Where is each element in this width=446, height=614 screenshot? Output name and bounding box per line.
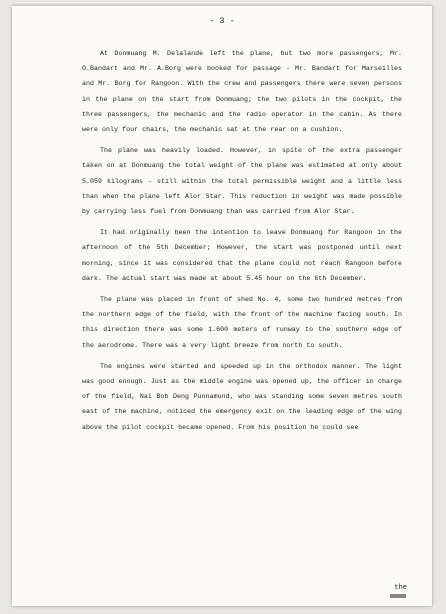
catchword: the [394, 584, 407, 592]
archive-stamp [390, 594, 406, 598]
paragraph-4: The plane was placed in front of shed No. 4, some two hundred metres from the northern edge of the field, with the front of the machine facing south. In this direction there was some 1.600 meters of runway to the southern edge of the aerodrome. There was a very light breeze from north to south. [82, 296, 402, 349]
paragraph-3: It had originally been the intention to leave Donmuang for Rangoon in the afternoon of the 5th December; However, the start was postponed until next morning, since it was considered that the plane could not reach Rangoon before dark. The actual start was made at about 5.45 hour on the 6th December. [82, 229, 402, 282]
body-text [82, 46, 402, 441]
paragraph-1: At Donmuang M. Delalande left the plane, but two more passengers, Mr. O.Bandart and Mr. A.Borg were booked for passage - Mr. Bandart for Marseilles and Mr. Borg for Rangoon. With the crew and passengers there were seven persons in the plane on the start from Donmuang; the two pilots in the cockpit, the three passengers, the mechanic and the radio operator in the cabin. As there were only four chairs, the mechanic sat at the rear on a cushion. [82, 50, 402, 134]
paragraph-2: The plane was heavily loaded. However, in spite of the extra passenger taken on at Donmuang the total weight of the plane was estimated at only about 5.059 kilograms - still within the total permissible weight and a little less than when the plane left Alor Star. This reduction in weight was made possible by carrying less fuel from Donmuang than was carried from Alor Star. [82, 147, 402, 216]
document-page [12, 6, 432, 606]
page-number: - 3 - [209, 16, 235, 26]
paragraph-5: The engines were started and speeded up in the orthodox manner. The light was good enough. Just as the middle engine was opened up, the officer in charge of the field, Nai Bob Deng Punnamund, who was standing some seven metres south east of the machine, noticed the emergency exit on the leading edge of the wing above the pilot cockpit became opened. From his position he could see [82, 362, 402, 431]
